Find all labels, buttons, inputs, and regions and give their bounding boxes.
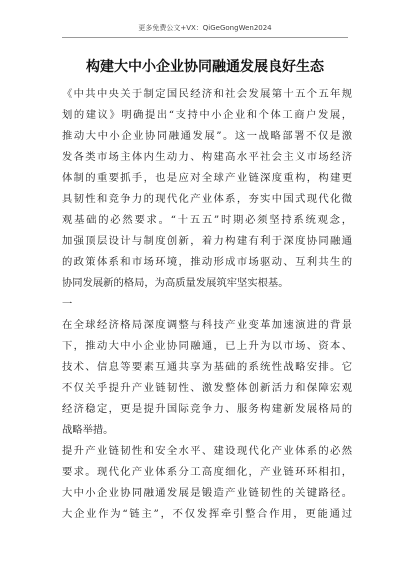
- text-line: 战略举措。: [62, 424, 114, 436]
- text-line: 《中共中央关于制定国民经济和社会发展第十五个五年规: [62, 88, 352, 100]
- document-title: 构建大中小企业协同融通发展良好生态: [86, 59, 324, 75]
- text-line: 发各类市场主体内生动力、构建高水平社会主义市场经济: [62, 151, 352, 163]
- text-line: 经济稳定，更是提升国际竞争力、服务构建新发展格局的: [62, 403, 352, 415]
- text-line: 技术、信息等要素互通共享为基础的系统性战略安排。它: [62, 361, 352, 373]
- text-line: 具韧性和竞争力的现代化产业体系，夯实中国式现代化微: [62, 193, 352, 205]
- section-marker: 一: [62, 298, 73, 310]
- text-line: 不仅关乎提升产业链韧性、激发整体创新活力和保障宏观: [62, 382, 352, 394]
- text-line: 体制的重要抓手，也是应对全球产业链深度重构，构建更: [62, 172, 352, 184]
- text-line: 划的建议》明确提出“支持中小企业和个体工商户发展，: [62, 109, 352, 121]
- text-line: 提升产业链韧性和安全水平、建设现代化产业体系的必然: [62, 445, 352, 457]
- text-line: 推动大中小企业协同融通发展”。这一战略部署不仅是激: [62, 130, 352, 142]
- text-line: 的政策体系和市场环境，推动形成市场驱动、互利共生的: [62, 256, 352, 268]
- text-line: 观基础的必然要求。“十五五”时期必须坚持系统观念，: [62, 214, 352, 226]
- text-line: 大企业作为“链主”，不仅发挥牵引整合作用，更能通过: [62, 508, 352, 520]
- text-line: 加强顶层设计与制度创新，着力构建有利于深度协同融通: [62, 235, 352, 247]
- body-text: [62, 84, 352, 525]
- text-line: 下，推动大中小企业协同融通，已上升为以市场、资本、: [62, 340, 352, 352]
- header-rule: [62, 37, 348, 38]
- text-line: 要求。现代化产业体系分工高度细化，产业链环环相扣，: [62, 466, 352, 478]
- text-line: 在全球经济格局深度调整与科技产业变革加速演进的背景: [62, 319, 352, 331]
- text-line: 大中小企业协同融通发展是锻造产业链韧性的关键路径。: [62, 487, 352, 499]
- header-note: 更多免费公文+VX：QiGeGongWen2024: [138, 24, 272, 32]
- text-line: 协同发展新的格局，为高质量发展筑牢坚实根基。: [62, 277, 289, 289]
